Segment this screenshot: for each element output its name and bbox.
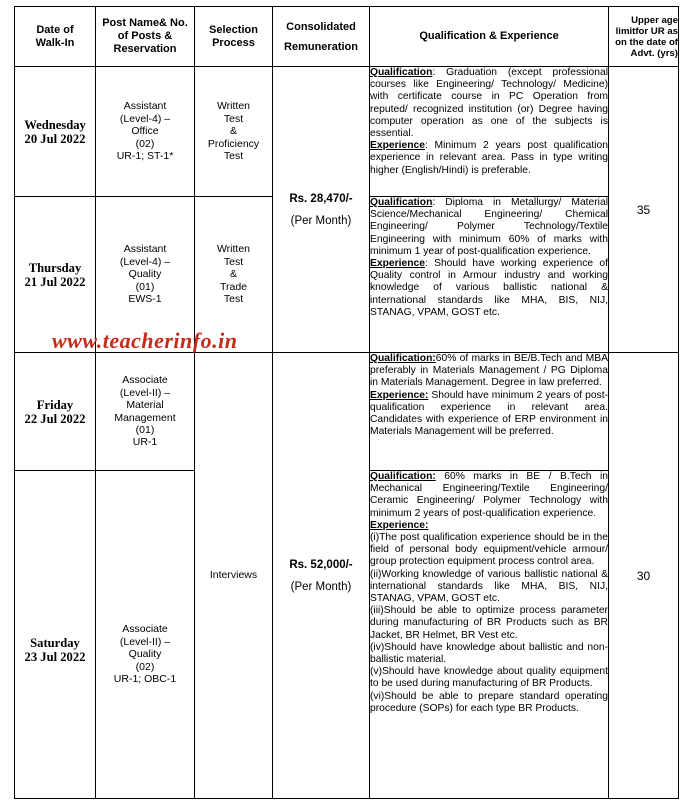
upper-age-limit: 35 bbox=[609, 67, 679, 353]
selection-process: Written Test & Trade Test bbox=[195, 197, 273, 353]
qualification-experience: Qualification: 60% marks in BE / B.Tech in Mechanical Engineering/Textile Engineering/ Ceramic Engineering/ Polymer Technology with minimum 2 years of post-qualification experience. Experience: (i)The post qualification experience should be in the field of personal body equipment/vehicle armour/ group protection equipment process control area. (ii)Working knowledge of various ballistic national & international standards like MHA, BIS, NIJ, STANAG, VPAM, GOST etc. (iii)Should be able to optimize process parameter during manufacturing of BR Products such as BR Jacket, BR Helmet, BR Vest etc. (iv)Should have knowledge about ballistic and non-ballistic material. (v)Should have knowledge about quality equipment to be used during manufacturing of BR Products. (vi)Should be able to prepare standard operating procedure (SOPs) for each type BR Products. bbox=[370, 471, 609, 799]
walkin-date: Saturday 23 Jul 2022 bbox=[15, 471, 96, 799]
upper-age-limit: 30 bbox=[609, 353, 679, 799]
walk-in-table bbox=[14, 6, 679, 799]
walkin-date: Wednesday 20 Jul 2022 bbox=[15, 67, 96, 197]
header-post: Post Name& No. of Posts & Reservation bbox=[96, 7, 195, 67]
walkin-date: Thursday 21 Jul 2022 bbox=[15, 197, 96, 353]
selection-process: Interviews bbox=[195, 353, 273, 799]
header-row bbox=[15, 7, 679, 67]
header-age: Upper age limitfor UR as on the date of Advt. (yrs) bbox=[609, 7, 679, 67]
watermark: www.teacherinfo.in bbox=[52, 328, 238, 353]
post-info: Associate (Level-II) – Material Management (01) UR-1 bbox=[96, 353, 195, 471]
post-info: Assistant (Level-4) – Office (02) UR-1; ST-1* bbox=[96, 67, 195, 197]
header-date: Date of Walk-In bbox=[15, 7, 96, 67]
header-remuneration: Consolidated Remuneration bbox=[273, 7, 370, 67]
post-info: Assistant (Level-4) – Quality (01) EWS-1 bbox=[96, 197, 195, 353]
qualification-experience: Qualification: Graduation (except professional courses like Engineering/ Technology/ Medicine) with certificate course in PC Operation from reputed/ recognized institution (or) Degree having computer operation as one of the subjects is essential. Experience: Minimum 2 years post qualification experience in relevant area. Pass in type writing higher (English/Hindi) is preferable. bbox=[370, 67, 609, 197]
qualification-experience: Qualification: Diploma in Metallurgy/ Material Science/Mechanical Engineering/ Chemical Engineering/ Polymer Technology/Textile Engineering with minimum 60% of marks with minimum 1 year of post-qualification experience. Experience: Should have working experience of Quality control in Armour industry and working knowledge of various ballistic national & international standards like MHA, BIS, NIJ, STANAG, VPAM, GOST etc. bbox=[370, 197, 609, 353]
walkin-date: Friday 22 Jul 2022 bbox=[15, 353, 96, 471]
table-row bbox=[15, 353, 679, 471]
table-row bbox=[15, 67, 679, 197]
header-qualification: Qualification & Experience bbox=[370, 7, 609, 67]
post-info: Associate (Level-II) – Quality (02) UR-1; OBC-1 bbox=[96, 471, 195, 799]
qualification-experience: Qualification:60% of marks in BE/B.Tech and MBA preferably in Materials Management / PG Diploma in Materials Management. Degree in law preferred. Experience: Should have minimum 2 years of post-qualification experience in relevant area. Candidates with experience of ERP environment in Materials Management will be preferred. bbox=[370, 353, 609, 471]
remuneration-level-2: Rs. 52,000/- (Per Month) bbox=[273, 353, 370, 799]
selection-process: Written Test & Proficiency Test bbox=[195, 67, 273, 197]
remuneration-level-4: Rs. 28,470/- (Per Month) bbox=[273, 67, 370, 353]
header-selection: Selection Process bbox=[195, 7, 273, 67]
